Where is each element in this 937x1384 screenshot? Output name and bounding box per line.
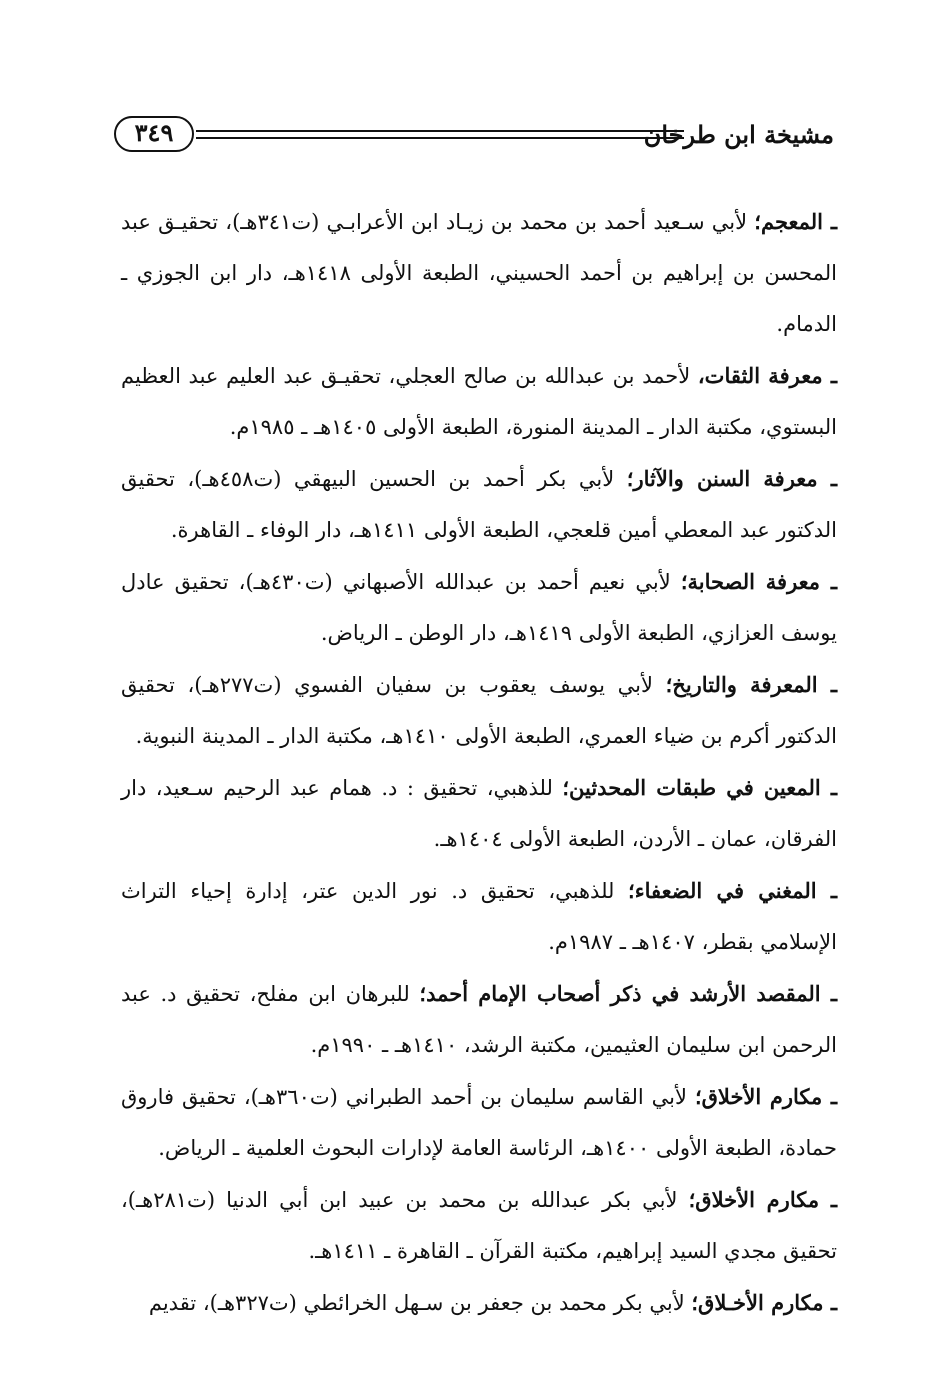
entry-title: مكارم الأخـلاق؛ [691,1290,824,1315]
entry-title: مكارم الأخلاق؛ [694,1084,823,1109]
entry-title: معرفة السنن والآثار؛ [626,466,818,491]
entry-title: المقصد الأرشد في ذكر أصحاب الإمام أحمد؛ [419,981,821,1006]
entry-text: لأبي بكر محمد بن جعفر بن سـهل الخرائطي (ت٣٢٧هـ)، تقديم [148,1291,685,1315]
page-number: ٣٤٩ [114,116,194,152]
running-title: مشيخة ابن طرخان [643,120,834,149]
entry-text: لأبي بكر أحمد بن الحسين البيهقي (ت٤٥٨هـ)، تحقيق الدكتور عبد المعطي أمين قلعجي، الطبعة الأولى ١٤١١هـ، دار الوفاء ـ القاهرة. [121,467,837,542]
bibliography-entry: ـ معرفة الثقات، لأحمد بن عبدالله بن صالح العجلي، تحقيـق عبد العليم عبد العظيم البستوي، مكتبة الدار ـ المدينة المنورة، الطبعة الأولى ١٤٠٥هـ ـ ١٩٨٥م. [121,363,838,439]
entry-text: لأبي سـعيد أحمد بن محمد بن زيـاد ابن الأعرابـي (ت٣٤١هـ)، تحقيـق عبد المحسن بن إبراهيم بن أحمد الحسيني، الطبعة الأولى ١٤١٨هـ، دار ابن الجوزي ـ الدمام. [121,210,837,336]
entry-text: لأحمد بن عبدالله بن صالح العجلي، تحقيـق عبد العليم عبد العظيم البستوي، مكتبة الدار ـ المدينة المنورة، الطبعة الأولى ١٤٠٥هـ ـ ١٩٨٥م. [121,364,837,439]
bibliography-entry: ـ معرفة الصحابة؛ لأبي نعيم أحمد بن عبدالله الأصبهاني (ت٤٣٠هـ)، تحقيق عادل يوسف العزازي، الطبعة الأولى ١٤١٩هـ، دار الوطن ـ الرياض. [121,569,837,645]
bibliography-entry: ـ مكارم الأخلاق؛ لأبي بكر عبدالله بن محمد بن عبيد ابن أبي الدنيا (ت٢٨١هـ)، تحقيق مجدي السيد إبراهيم، مكتبة القرآن ـ القاهرة ـ ١٤١١هـ. [121,1187,837,1263]
bibliography-entry: ـ معرفة السنن والآثار؛ لأبي بكر أحمد بن الحسين البيهقي (ت٤٥٨هـ)، تحقيق الدكتور عبد المعطي أمين قلعجي، الطبعة الأولى ١٤١١هـ، دار الوفاء ـ القاهرة. [121,466,837,542]
bibliography-entry: ـ المغني في الضعفاء؛ للذهبي، تحقيق د. نور الدين عتر، إدارة إحياء التراث الإسلامي بقطر، ١٤٠٧هـ ـ ١٩٨٧م. [121,878,837,954]
entry-text: لأبي القاسم سليمان بن أحمد الطبراني (ت٣٦٠هـ)، تحقيق فاروق حمادة، الطبعة الأولى ١٤٠٠هـ، الرئاسة العامة لإدارات البحوث العلمية ـ الرياض. [121,1085,837,1160]
entry-text: للذهبي، تحقيق : د. همام عبد الرحيم سـعيد، دار الفرقان، عمان ـ الأردن، الطبعة الأولى ١٤٠٤هـ. [121,776,837,851]
bibliography-entry: ـ مكارم الأخـلاق؛ لأبي بكر محمد بن جعفر بن سـهل الخرائطي (ت٣٢٧هـ)، تقديم [148,1290,837,1315]
entry-text: لأبي نعيم أحمد بن عبدالله الأصبهاني (ت٤٣٠هـ)، تحقيق عادل يوسف العزازي، الطبعة الأولى ١٤١٩هـ، دار الوطن ـ الرياض. [121,570,837,645]
entry-title: مكارم الأخلاق؛ [688,1187,820,1212]
entry-text: لأبي بكر عبدالله بن محمد بن عبيد ابن أبي الدنيا (ت٢٨١هـ)، تحقيق مجدي السيد إبراهيم، مكتبة القرآن ـ القاهرة ـ ١٤١١هـ. [121,1188,837,1263]
entry-title: معرفة الصحابة؛ [680,569,821,594]
bibliography-entry: ـ مكارم الأخلاق؛ لأبي القاسم سليمان بن أحمد الطبراني (ت٣٦٠هـ)، تحقيق فاروق حمادة، الطبعة الأولى ١٤٠٠هـ، الرئاسة العامة لإدارات البحوث العلمية ـ الرياض. [121,1084,837,1160]
bibliography-entry: ـ المعرفة والتاريخ؛ لأبي يوسف يعقوب بن سفيان الفسوي (ت٢٧٧هـ)، تحقيق الدكتور أكرم بن ضياء العمري، الطبعة الأولى ١٤١٠هـ، مكتبة الدار ـ المدينة النبوية. [121,672,837,748]
entry-title: معرفة الثقات، [697,363,823,388]
entry-text: لأبي يوسف يعقوب بن سفيان الفسوي (ت٢٧٧هـ)، تحقيق الدكتور أكرم بن ضياء العمري، الطبعة الأولى ١٤١٠هـ، مكتبة الدار ـ المدينة النبوية. [121,673,837,748]
page-header [112,112,834,162]
entry-title: المعجم؛ [754,209,824,234]
bibliography-entry: ـ المعين في طبقات المحدثين؛ للذهبي، تحقيق : د. همام عبد الرحيم سـعيد، دار الفرقان، عمان ـ الأردن، الطبعة الأولى ١٤٠٤هـ. [121,775,837,851]
entry-title: المغني في الضعفاء؛ [628,878,817,903]
bibliography-entry: ـ المقصد الأرشد في ذكر أصحاب الإمام أحمد؛ للبرهان ابن مفلح، تحقيق د. عبد الرحمن ابن سليمان العثيمين، مكتبة الرشد، ١٤١٠هـ ـ ١٩٩٠م. [121,981,837,1057]
bibliography-list [121,196,837,1329]
entry-text: للبرهان ابن مفلح، تحقيق د. عبد الرحمن ابن سليمان العثيمين، مكتبة الرشد، ١٤١٠هـ ـ ١٩٩٠م. [121,982,837,1057]
bibliography-entry: ـ المعجم؛ لأبي سـعيد أحمد بن محمد بن زيـاد ابن الأعرابـي (ت٣٤١هـ)، تحقيـق عبد المحسن بن إبراهيم بن أحمد الحسيني، الطبعة الأولى ١٤١٨هـ، دار ابن الجوزي ـ الدمام. [121,209,838,336]
entry-text: للذهبي، تحقيق د. نور الدين عتر، إدارة إحياء التراث الإسلامي بقطر، ١٤٠٧هـ ـ ١٩٨٧م. [121,879,837,954]
header-rule [196,130,684,139]
entry-title: المعرفة والتاريخ؛ [665,672,818,697]
entry-title: المعين في طبقات المحدثين؛ [562,775,821,800]
